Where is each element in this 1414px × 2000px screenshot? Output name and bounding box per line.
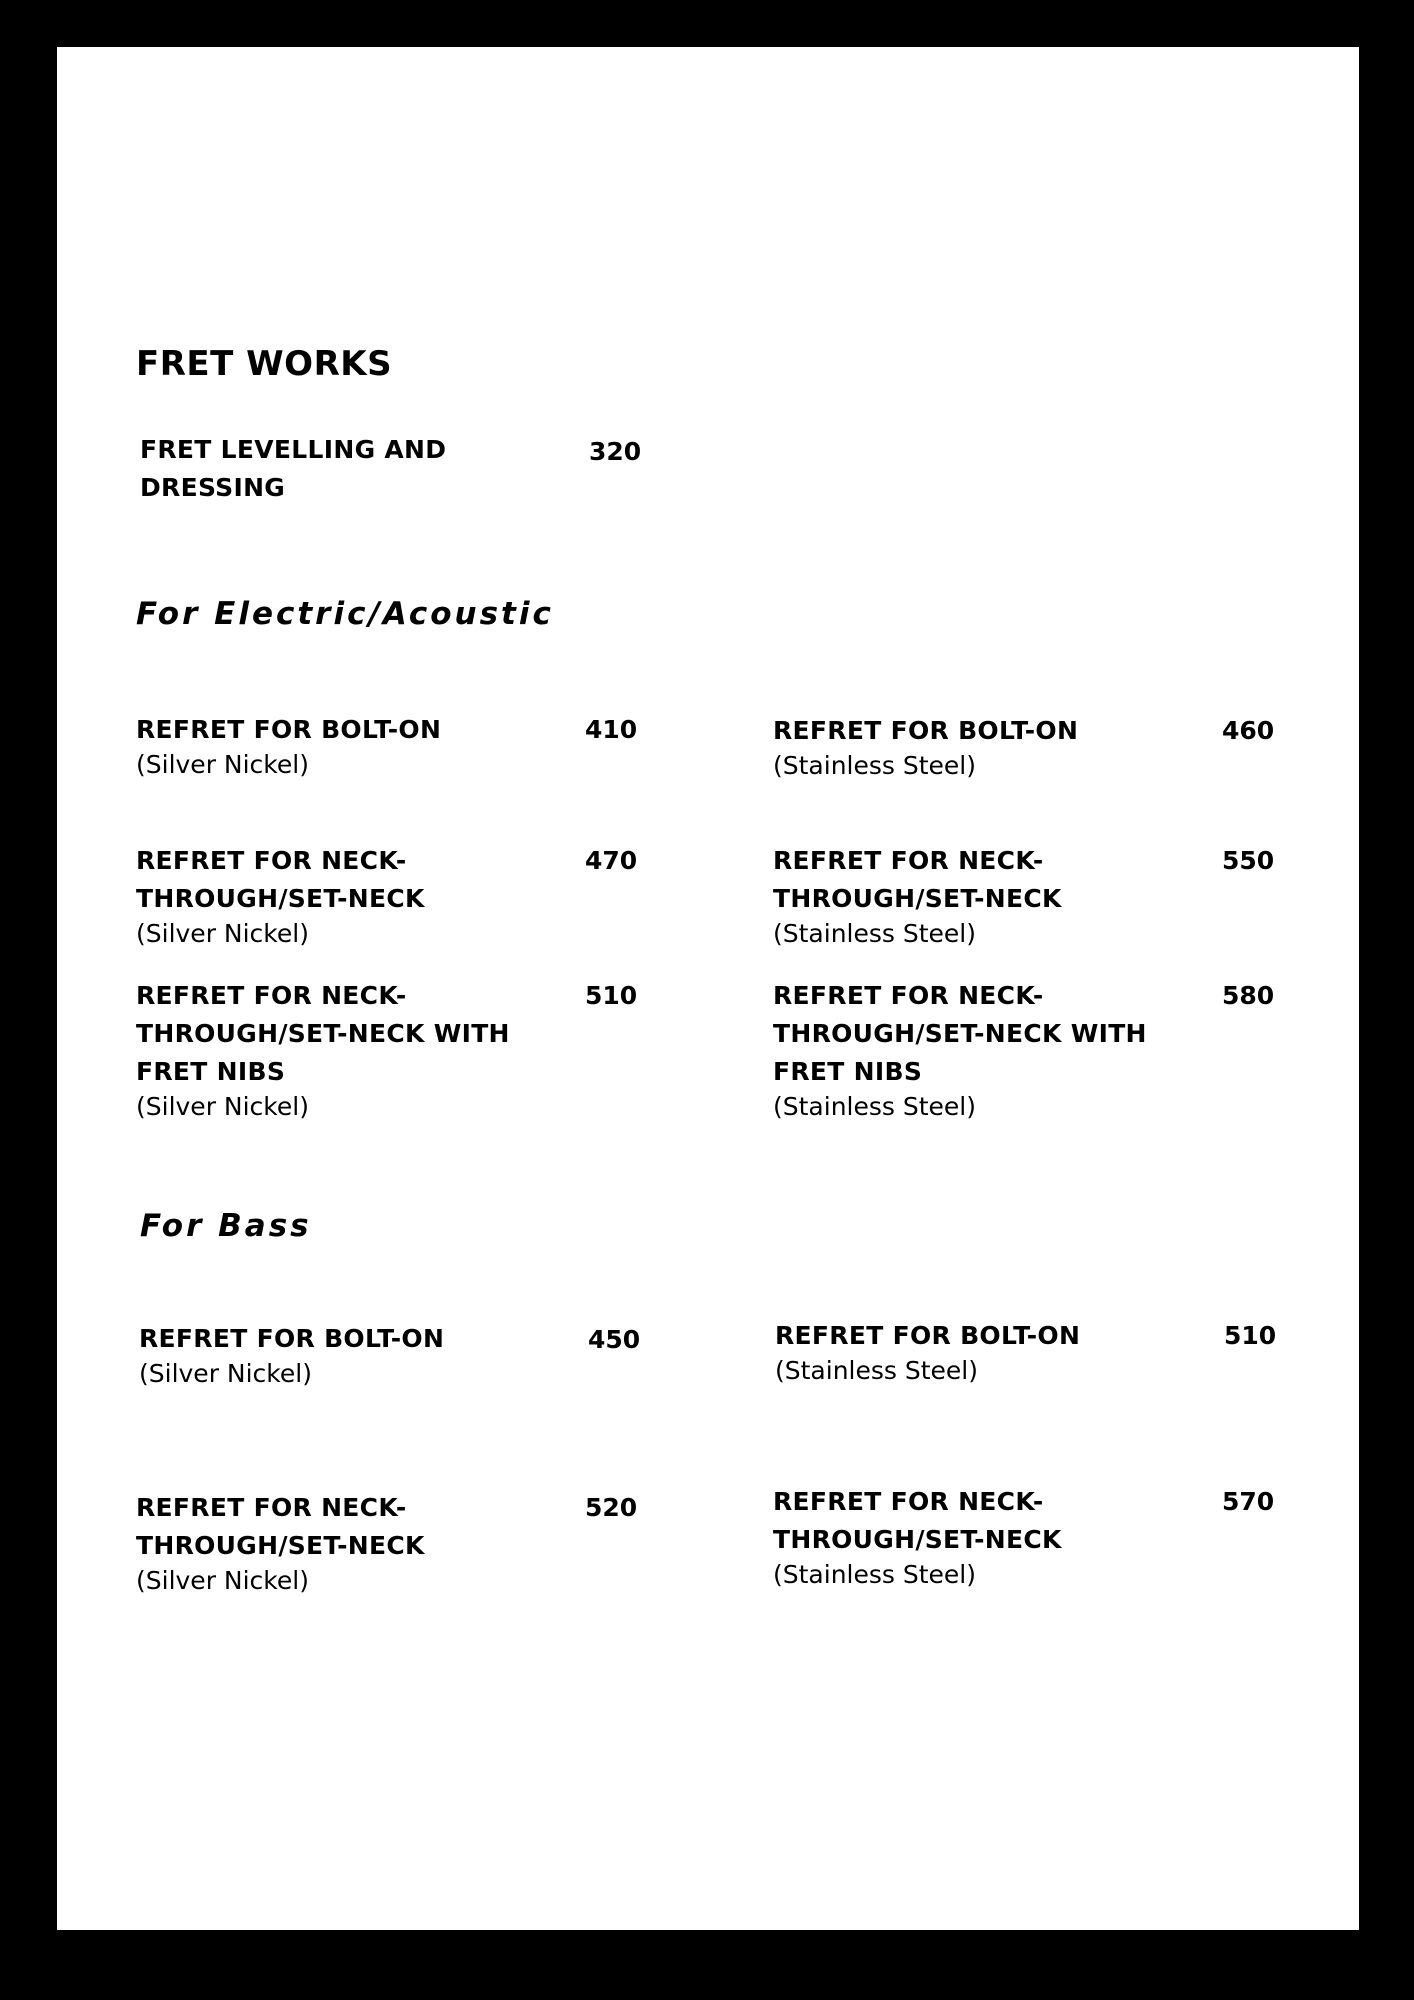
list-item bbox=[136, 977, 536, 1123]
item-name: REFRET FOR NECK-THROUGH/SET-NECK bbox=[773, 846, 1062, 913]
item-price-levelling: 320 bbox=[589, 437, 642, 466]
item-price: 460 bbox=[1222, 716, 1275, 745]
list-item bbox=[139, 1320, 579, 1390]
item-price: 510 bbox=[585, 981, 638, 1010]
item-material: (Stainless Steel) bbox=[773, 1092, 976, 1121]
item-material: (Silver Nickel) bbox=[136, 1566, 309, 1595]
item-name: REFRET FOR NECK-THROUGH/SET-NECK WITH FRET NIBS bbox=[773, 981, 1147, 1086]
item-material: (Silver Nickel) bbox=[136, 750, 309, 779]
list-item bbox=[773, 977, 1173, 1123]
item-name: REFRET FOR BOLT-ON bbox=[136, 715, 442, 744]
item-name: REFRET FOR NECK-THROUGH/SET-NECK bbox=[136, 846, 425, 913]
item-price: 570 bbox=[1222, 1487, 1275, 1516]
item-name: REFRET FOR NECK-THROUGH/SET-NECK bbox=[773, 1487, 1062, 1554]
item-price: 410 bbox=[585, 715, 638, 744]
item-name: REFRET FOR BOLT-ON bbox=[773, 716, 1079, 745]
item-price: 510 bbox=[1224, 1321, 1277, 1350]
item-material: (Stainless Steel) bbox=[773, 1560, 976, 1589]
item-price: 550 bbox=[1222, 846, 1275, 875]
item-name-levelling: FRET LEVELLING AND DRESSING bbox=[140, 435, 447, 502]
list-item bbox=[773, 712, 1213, 782]
item-material: (Stainless Steel) bbox=[773, 751, 976, 780]
item-name: REFRET FOR BOLT-ON bbox=[775, 1321, 1081, 1350]
item-name: REFRET FOR NECK-THROUGH/SET-NECK WITH FRET NIBS bbox=[136, 981, 510, 1086]
list-item bbox=[136, 1489, 481, 1597]
item-price: 520 bbox=[585, 1493, 638, 1522]
item-price: 580 bbox=[1222, 981, 1275, 1010]
item-material: (Stainless Steel) bbox=[773, 919, 976, 948]
electric-acoustic-heading: For Electric/Acoustic bbox=[136, 596, 554, 632]
item-name: REFRET FOR BOLT-ON bbox=[139, 1324, 445, 1353]
item-material: (Silver Nickel) bbox=[136, 1092, 309, 1121]
list-item bbox=[136, 711, 576, 781]
item-material: (Stainless Steel) bbox=[775, 1356, 978, 1385]
item-material: (Silver Nickel) bbox=[136, 919, 309, 948]
list-item bbox=[136, 842, 481, 950]
list-item bbox=[773, 1483, 1118, 1591]
page-title: FRET WORKS bbox=[136, 344, 393, 384]
list-item bbox=[773, 842, 1118, 950]
item-material: (Silver Nickel) bbox=[139, 1359, 312, 1388]
bass-heading: For Bass bbox=[140, 1208, 312, 1244]
menu-page bbox=[57, 47, 1359, 1930]
item-price: 450 bbox=[588, 1325, 641, 1354]
item-name: REFRET FOR NECK-THROUGH/SET-NECK bbox=[136, 1493, 425, 1560]
item-price: 470 bbox=[585, 846, 638, 875]
list-item bbox=[775, 1317, 1215, 1387]
